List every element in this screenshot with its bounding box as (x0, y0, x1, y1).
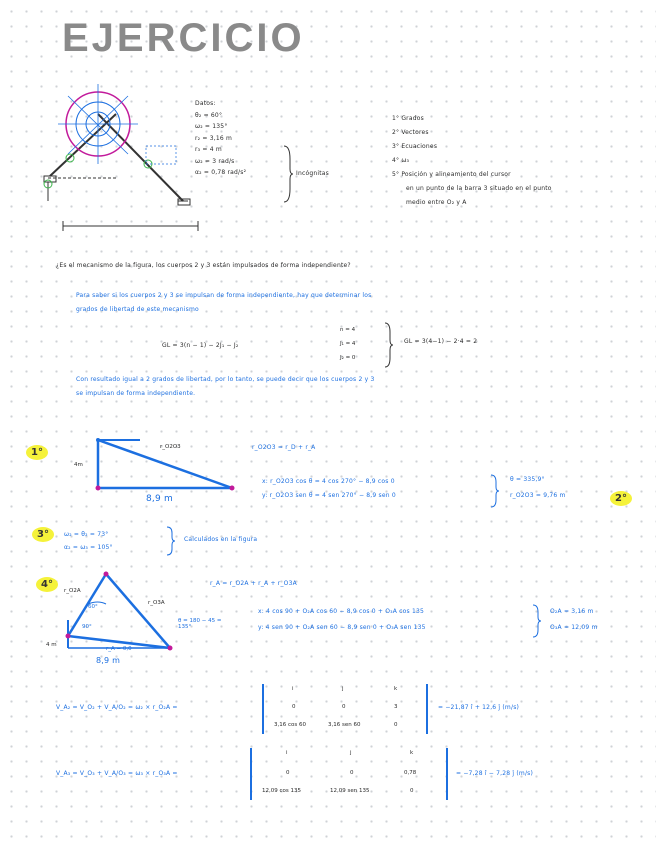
pasos-list (392, 112, 552, 210)
datos-line: α₂ = 0,78 rad/s² (195, 169, 247, 176)
paso-4-side: 4 m (46, 642, 57, 648)
vel-2-det-left (250, 748, 252, 800)
datos-line: r₂ = 3,16 m (195, 134, 233, 142)
datos-brace (282, 144, 294, 204)
vel-2-det-right (446, 748, 448, 800)
paso-1-label: r_O2O3 (160, 444, 181, 450)
paso-item: 2° Vectores (392, 129, 429, 136)
paso-1-eq-x: x: r_O2O3 cos θ = 4 cos 270° − 8,9 cos 0 (262, 478, 395, 485)
paso-4-label-ra: r_A = 0,0 (106, 646, 132, 652)
gl-n: n = 4 (340, 327, 356, 333)
vel-1-cell: 3,16 cos 60 (274, 722, 306, 728)
vel-1-k: k (394, 686, 398, 692)
vel-2-cell: 12,09 sen 135 (330, 788, 370, 794)
paso-1-triangle (90, 422, 250, 502)
gl-conclusion-1: Con resultado igual a 2 grados de libertad, por lo tanto, se puede decir que los cuerpos 2 y 3 (76, 376, 375, 383)
vel-2-k: k (410, 750, 414, 756)
paso-1-brace (490, 474, 500, 508)
paso-1-side: 4m (74, 462, 83, 468)
paso-3-lines (64, 528, 113, 554)
vel-1-j: j (342, 686, 344, 692)
paso-1-base: 8,9 m (146, 494, 173, 504)
vel-1-cell: 0 (292, 704, 296, 710)
vel-2-cell: 0 (350, 770, 354, 776)
vel-1-i: i (292, 686, 294, 692)
datos-block (195, 98, 246, 179)
paso-4-angle-bottom: 90° (82, 624, 92, 630)
gl-text-2: grados de libertad de este mecanismo (76, 306, 199, 313)
paso-4-angle-top: 60° (88, 604, 98, 610)
paso-4-triangle (58, 564, 188, 654)
vel-2-cell: 0,78 (404, 770, 417, 776)
gl-brace (384, 322, 394, 368)
page-title: EJERCICIO (62, 16, 305, 60)
paso-item: en un punto de la barra 3 situado en el punto (406, 185, 552, 192)
paso-item: 1° Grados (392, 115, 424, 122)
vel-1-result: = −21,87 î + 12,6 ĵ (m/s) (438, 704, 520, 711)
datos-line: r₃ = 4 m (195, 146, 222, 153)
gl-formula: GL = 3(n − 1) − 2J₁ − J₂ (162, 342, 239, 349)
paso-item: 4° ω₃ (392, 157, 410, 164)
gl-result: GL = 3(4−1) − 2·4 = 2 (404, 338, 478, 345)
paso-4-base: 8,9 m (96, 656, 121, 665)
datos-line: ω₂ = 135° (195, 123, 228, 130)
datos-line: θ₂ = 60° (195, 111, 223, 119)
paso-4-brace (532, 604, 542, 638)
paso-4-eq-header: r_A = r_O2A + r_A + r_O3A (210, 580, 297, 587)
gl-j1: J₁ = 4 (340, 341, 356, 347)
paso-4-res-2: O₃A = 12,09 m (550, 624, 598, 631)
paso-1-eq-header: r_O2O3 = r_D + r_A (252, 444, 316, 451)
paso-1-badge: 1° (26, 440, 48, 460)
paso-item: 3° Ecuaciones (392, 143, 438, 150)
vel-1-cell: 0 (342, 704, 346, 710)
paso-4-label-right: r_O3A (148, 600, 165, 606)
vel-2-cell: 12,09 cos 135 (262, 788, 301, 794)
paso-4-eq-y: y: 4 sen 90 + O₂A sen 60 − 8,9 sen 0 + O₃A sen 135 (258, 624, 426, 631)
paso-4-label-left: r_O2A (64, 588, 81, 594)
datos-line: ω₂ = 3 rad/s (195, 157, 235, 165)
vel-2-cell: 0 (410, 788, 414, 794)
vel-2-lhs: V_A₃ = V_O₃ + V_A/O₃ = ω₃ × r_O₃A = (56, 770, 178, 777)
gl-text-1: Para saber si los cuerpos 2 y 3 se impulsan de forma independiente, hay que determinar los (76, 292, 372, 299)
vel-1-det-left (262, 684, 264, 734)
paso-3-line: ω₂ = θ₂ = 73° (64, 531, 109, 538)
paso-3-brace (166, 526, 176, 556)
gl-values (340, 323, 355, 365)
gl-conclusion-2: se impulsan de forma independiente. (76, 390, 196, 397)
gl-j2: J₂ = 0 (340, 355, 356, 361)
paso-3-note: Calculados en la figura (184, 536, 258, 543)
paso-2-badge: 2° (610, 486, 632, 506)
paso-3-badge: 3° (32, 522, 54, 542)
question-text: ¿Es el mecanismo de la figura, los cuerpos 2 y 3 están impulsados de forma independiente? (56, 262, 351, 269)
paso-1-eq-y: y: r_O2O3 sen θ = 4 sen 270° − 8,9 sen 0 (262, 492, 396, 499)
vel-2-result: = −7,28 î − 7,28 ĵ (m/s) (456, 770, 534, 777)
paso-4-res-1: O₂A = 3,16 m (550, 608, 594, 615)
vel-2-i: i (286, 750, 288, 756)
vel-2-j: j (350, 750, 352, 756)
vel-1-cell: 3 (394, 704, 398, 710)
paso-4-eq-x: x: 4 cos 90 + O₂A cos 60 − 8,9 cos 0 + O₃A cos 135 (258, 608, 425, 615)
paso-1-res-2: r_O2O3 = 9,76 m (510, 492, 566, 499)
paso-4-badge: 4° (36, 572, 58, 592)
vel-1-cell: 0 (394, 722, 398, 728)
incognitas-label: Incógnitas (296, 170, 329, 177)
vel-1-lhs: V_A₂ = V_O₂ + V_A/O₂ = ω₂ × r_O₂A = (56, 704, 178, 711)
vel-1-cell: 3,16 sen 60 (328, 722, 361, 728)
paso-item: medio entre O₂ y A (406, 199, 467, 206)
vel-2-cell: 0 (286, 770, 290, 776)
paso-4-angle-right: θ = 180 − 45 = 135° (178, 618, 222, 630)
datos-header: Datos: (195, 100, 216, 107)
vel-1-det-right (426, 684, 428, 734)
paso-item: 5° Posición y alineamiento del cursor (392, 171, 511, 178)
paso-1-res-1: θ = 335,9° (510, 476, 545, 483)
paso-3-line: α₂ = ω₃ = 105° (64, 544, 113, 551)
